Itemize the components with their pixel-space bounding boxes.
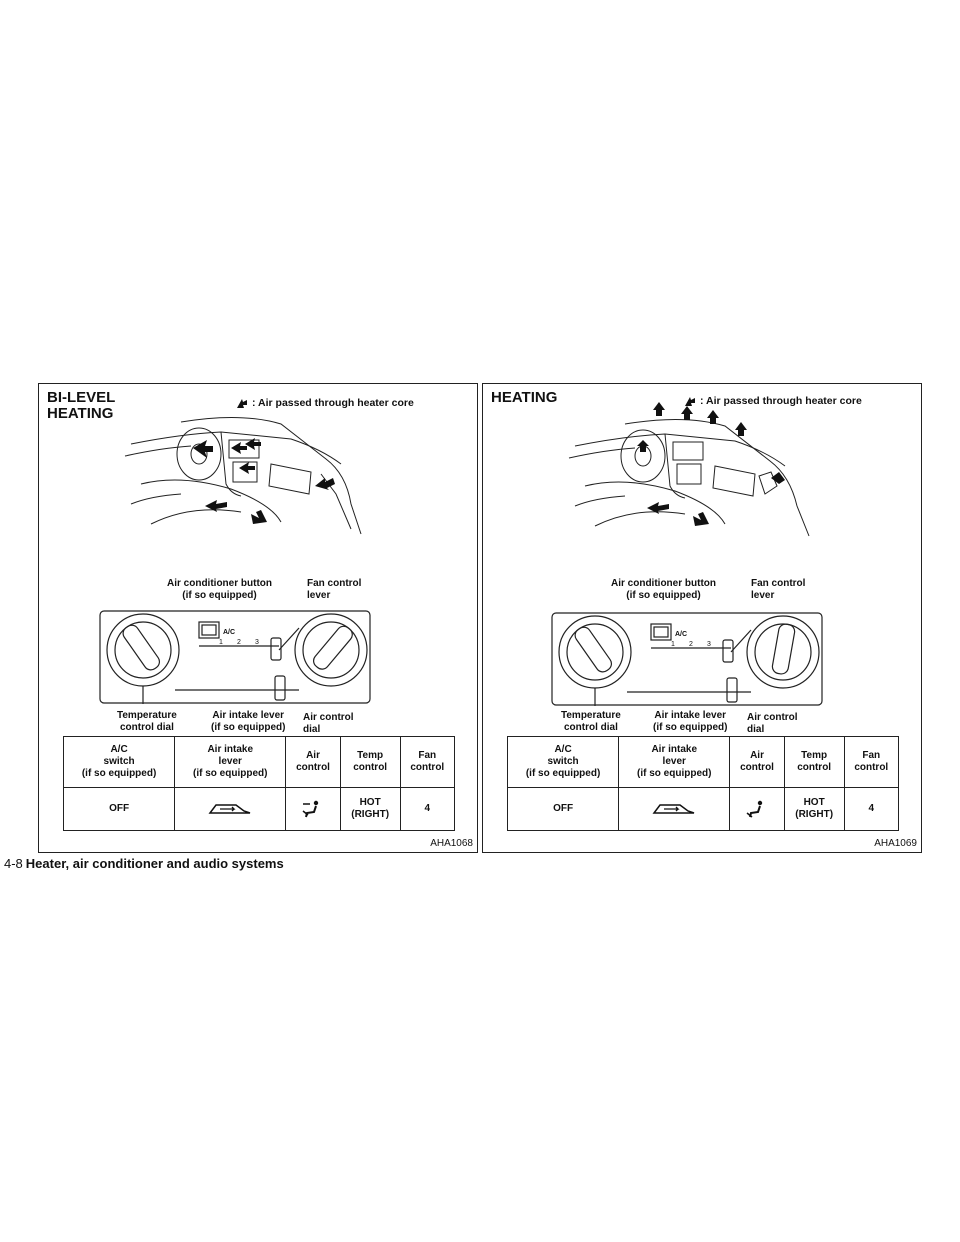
bi-level-heating-figure <box>38 383 478 853</box>
air-dial-label: Air control dial <box>303 712 354 735</box>
panel-title: HEATING <box>491 389 558 406</box>
figure-id: AHA1069 <box>874 838 917 849</box>
foot-icon <box>745 799 769 819</box>
value-fan: 4 <box>844 788 898 831</box>
heater-core-legend: : Air passed through heater core <box>235 396 414 410</box>
heater-core-legend: : Air passed through heater core <box>683 394 862 408</box>
settings-table <box>63 736 455 831</box>
value-intake <box>619 788 730 831</box>
value-air <box>730 788 784 831</box>
value-fan: 4 <box>400 788 454 831</box>
outside-air-icon <box>650 801 698 817</box>
header-temp: Temp control <box>340 737 400 788</box>
fan-speed-2: 2 <box>237 639 241 646</box>
value-ac: OFF <box>64 788 175 831</box>
header-air: Air control <box>286 737 340 788</box>
fan-lever-label: Fan control lever <box>751 578 806 601</box>
value-intake <box>175 788 286 831</box>
page-footer <box>4 856 284 871</box>
value-temp: HOT (RIGHT) <box>784 788 844 831</box>
header-fan: Fan control <box>844 737 898 788</box>
figure-id: AHA1068 <box>430 838 473 849</box>
header-intake: Air intake lever (if so equipped) <box>175 737 286 788</box>
header-fan: Fan control <box>400 737 454 788</box>
heating-figure <box>482 383 922 853</box>
fan-speed-3: 3 <box>707 641 711 648</box>
value-air <box>286 788 340 831</box>
fan-lever-label: Fan control lever <box>307 578 362 601</box>
header-temp: Temp control <box>784 737 844 788</box>
control-panel-illustration <box>551 612 823 706</box>
ac-button-label: Air conditioner button (if so equipped) <box>167 578 272 601</box>
value-temp: HOT (RIGHT) <box>340 788 400 831</box>
ac-key-text: A/C <box>223 629 236 636</box>
panel-title: BI-LEVEL HEATING <box>47 389 116 422</box>
fan-speed-1: 1 <box>219 639 223 646</box>
ac-button-label: Air conditioner button (if so equipped) <box>611 578 716 601</box>
fan-speed-2: 2 <box>689 641 693 648</box>
ac-key-text: A/C <box>675 631 688 638</box>
dashboard-illustration <box>565 402 815 542</box>
control-panel-illustration <box>99 610 371 704</box>
bi-level-icon <box>301 799 325 819</box>
intake-lever-label: Air intake lever (if so equipped) <box>653 710 728 733</box>
header-ac: A/C switch (if so equipped) <box>64 737 175 788</box>
value-ac: OFF <box>508 788 619 831</box>
fan-speed-3: 3 <box>255 639 259 646</box>
settings-table <box>507 736 899 831</box>
page-number: 4-8 <box>4 856 23 871</box>
header-intake: Air intake lever (if so equipped) <box>619 737 730 788</box>
intake-lever-label: Air intake lever (if so equipped) <box>211 710 286 733</box>
outside-air-icon <box>206 801 254 817</box>
air-dial-label: Air control dial <box>747 712 798 735</box>
dashboard-illustration <box>121 404 369 539</box>
temp-dial-label: Temperature control dial <box>117 710 177 733</box>
temp-dial-label: Temperature control dial <box>561 710 621 733</box>
header-air: Air control <box>730 737 784 788</box>
section-title: Heater, air conditioner and audio systems <box>25 856 284 871</box>
fan-speed-1: 1 <box>671 641 675 648</box>
header-ac: A/C switch (if so equipped) <box>508 737 619 788</box>
